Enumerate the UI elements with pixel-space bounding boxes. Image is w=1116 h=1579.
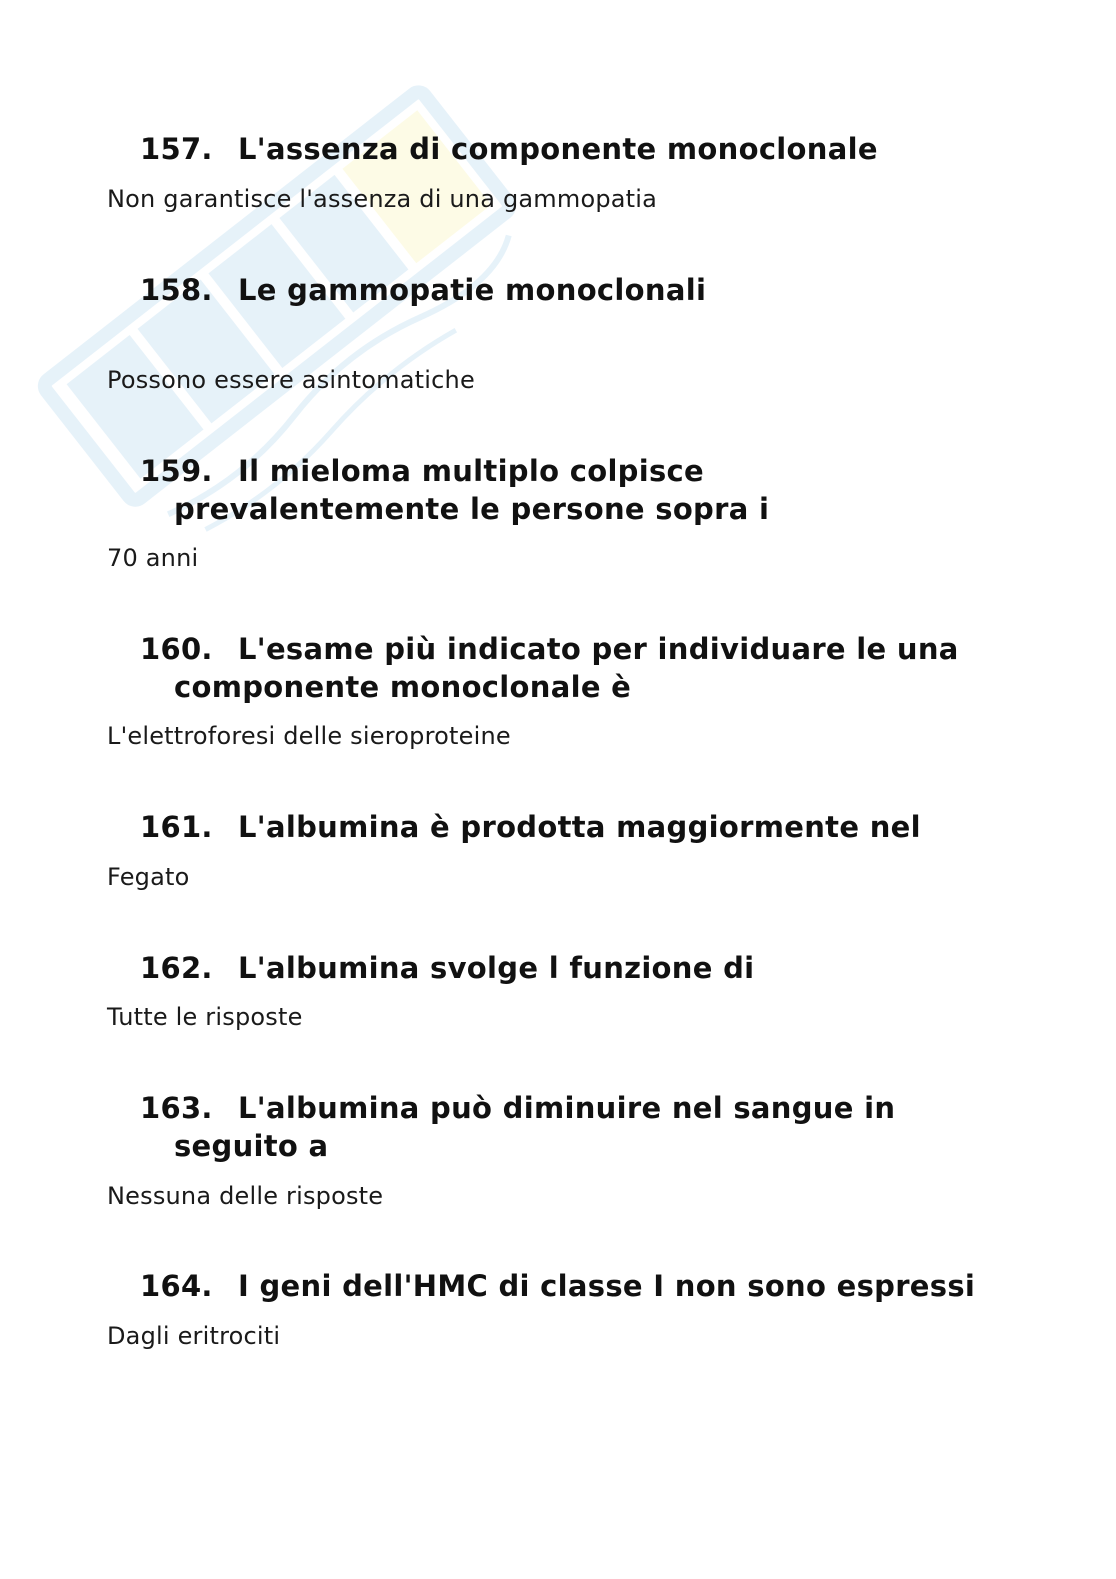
question-text: L'albumina può diminuire nel sangue in [238,1091,896,1125]
answer-text: Non garantisce l'assenza di una gammopatia [107,185,658,213]
question-heading [140,452,1000,528]
answer-text: Possono essere asintomatiche [107,366,475,394]
question-text-continued: componente monoclonale è [174,670,632,704]
question-number: 164. [140,1269,213,1303]
question-heading [140,808,1000,846]
question-number: 158. [140,273,213,307]
question-heading [140,271,1000,309]
answer-text: 70 anni [107,544,199,572]
question-text-continued: seguito a [174,1129,329,1163]
question-text: Il mieloma multiplo colpisce [238,454,704,488]
answer-text: Nessuna delle risposte [107,1182,384,1210]
question-text: L'esame più indicato per individuare le una [238,632,959,666]
question-number: 159. [140,454,213,488]
question-text-continued: prevalentemente le persone sopra i [174,492,770,526]
question-number: 162. [140,951,213,985]
answer-text: L'elettroforesi delle sieroproteine [107,722,511,750]
answer-text: Dagli eritrociti [107,1322,281,1350]
question-heading [140,949,1000,987]
question-heading [140,1267,1000,1305]
question-heading [140,630,1000,706]
question-number: 163. [140,1091,213,1125]
question-number: 160. [140,632,213,666]
question-number: 157. [140,132,213,166]
question-heading [140,130,1000,168]
question-text: L'albumina svolge l funzione di [238,951,755,985]
question-text: L'assenza di componente monoclonale [238,132,878,166]
answer-text: Fegato [107,863,190,891]
question-text: L'albumina è prodotta maggiormente nel [238,810,921,844]
question-number: 161. [140,810,213,844]
question-text: I geni dell'HMC di classe I non sono espressi [238,1269,976,1303]
question-heading [140,1089,1000,1165]
answer-text: Tutte le risposte [107,1003,303,1031]
question-text: Le gammopatie monoclonali [238,273,707,307]
